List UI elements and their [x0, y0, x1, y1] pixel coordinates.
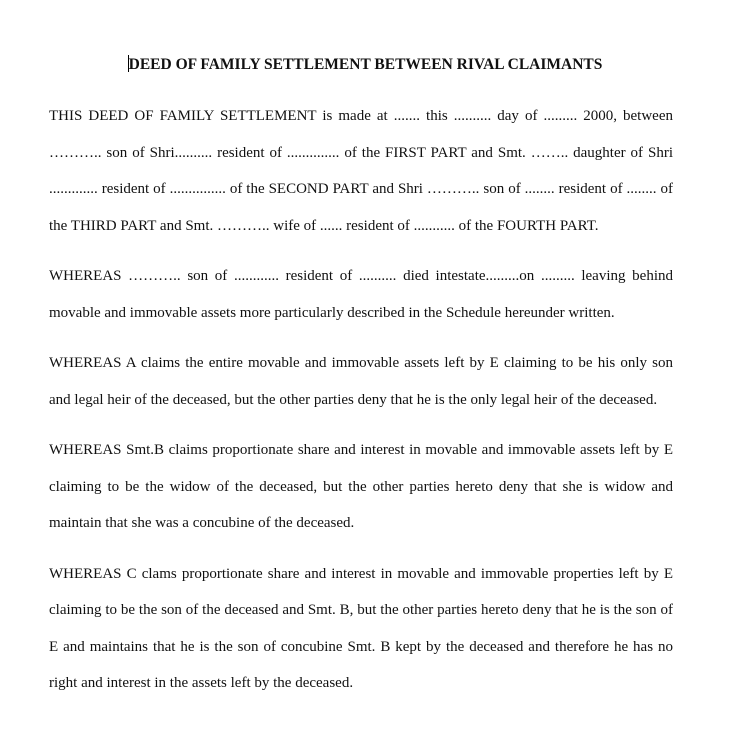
paragraph-parties: THIS DEED OF FAMILY SETTLEMENT is made at ....... this .......... day of ......... 2000, between ……….. son of Shri.......... resident of .............. of the FIRST PART and Smt. …….. daughter of Shri ............. resident of ............... of the SECOND PART and Shri ……….. son of ........ resident of ........ of the THIRD PART and Smt. ……….. wife of ...... resident of ........... of the FOURTH PART.: [49, 108, 673, 234]
paragraph-whereas-c-claim: WHEREAS C clams proportionate share and interest in movable and immovable properties left by E claiming to be the son of the deceased and Smt. B, but the other parties hereto deny that he is the son of E and maintains that he is the son of concubine Smt. B kept by the deceased and therefore he has no right and interest in the assets left by the deceased.: [49, 565, 673, 691]
document-body[interactable]: [49, 98, 673, 716]
paragraph-whereas-b-claim: WHEREAS Smt.B claims proportionate share and interest in movable and immovable assets left by E claiming to be the widow of the deceased, but the other parties hereto deny that she is widow and maintain that she was a concubine of the deceased.: [49, 442, 673, 531]
paragraph-whereas-intestate: WHEREAS ……….. son of ............ resident of .......... died intestate.........on ......... leaving behind movable and immovable assets more particularly described in the Schedule hereunder written.: [49, 268, 673, 321]
title-line: [0, 55, 730, 74]
document-title: DEED OF FAMILY SETTLEMENT BETWEEN RIVAL CLAIMANTS: [128, 56, 603, 73]
paragraph-whereas-a-claim: WHEREAS A claims the entire movable and immovable assets left by E claiming to be his only son and legal heir of the deceased, but the other parties deny that he is the only legal heir of the deceased.: [49, 355, 673, 408]
